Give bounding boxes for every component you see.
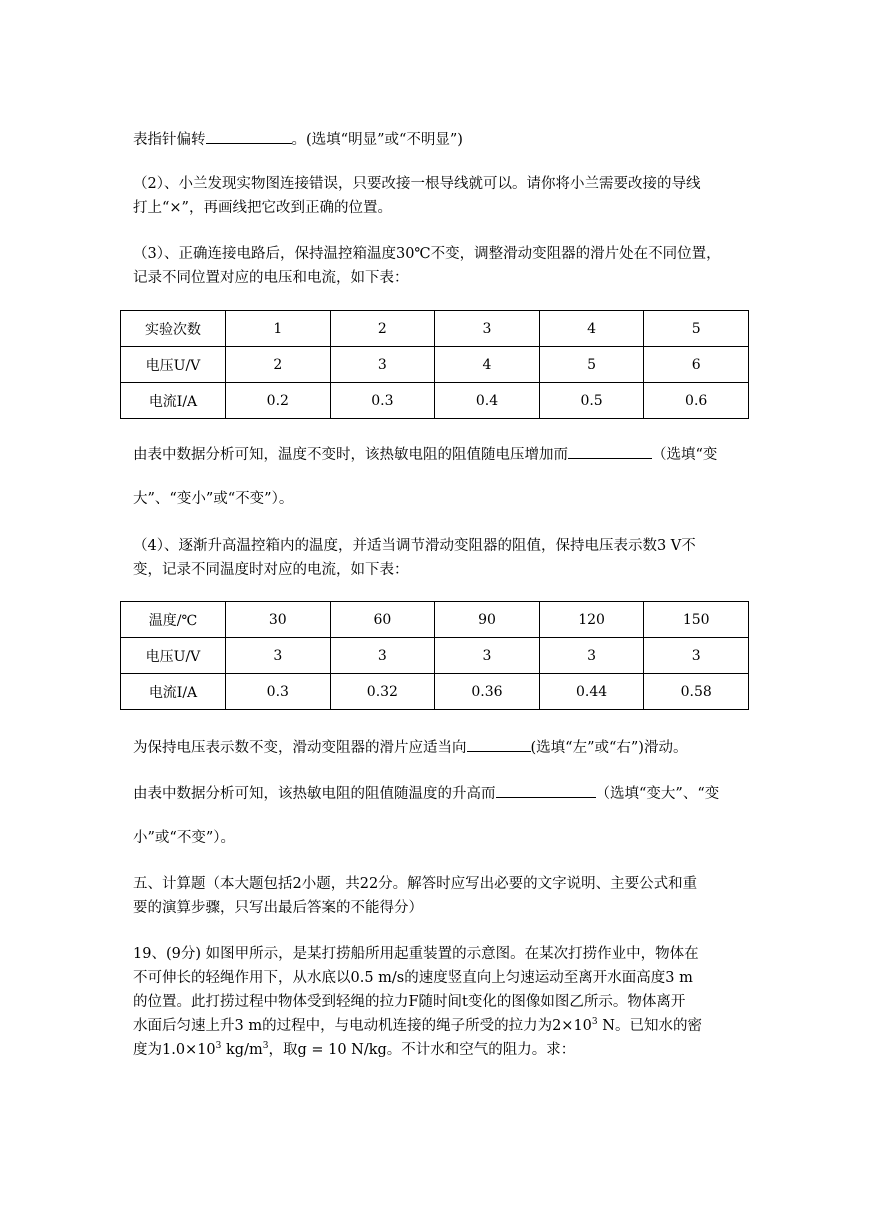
table-cell: 6	[644, 347, 749, 383]
table-cell: 60	[330, 602, 435, 638]
table-cell: 120	[539, 602, 644, 638]
table-row	[121, 638, 749, 674]
table-row	[121, 347, 749, 383]
q19-line1: 19、(9分) 如图甲所示，是某打捞船所用起重装置的示意图。在某次打捞作业中，物体在	[133, 946, 699, 962]
q3-analysis-hint: （选填“变	[652, 447, 718, 463]
table-cell: 90	[435, 602, 540, 638]
table-cell: 0.32	[330, 674, 435, 710]
q4-analysis-line1	[133, 782, 719, 804]
row-header: 电流I/A	[121, 674, 226, 710]
voltage-current-table	[120, 310, 749, 419]
table-cell: 5	[644, 311, 749, 347]
table-cell: 0.58	[644, 674, 749, 710]
table-cell: 3	[644, 638, 749, 674]
row-header: 温度/℃	[121, 602, 226, 638]
q19-line5-text: 度为1.0×10	[133, 1042, 216, 1058]
table-cell: 4	[435, 347, 540, 383]
q2-line2: 打上“×”，再画线把它改到正确的位置。	[133, 200, 392, 216]
q3-analysis-text: 由表中数据分析可知，温度不变时，该热敏电阻的阻值随电压增加而	[133, 447, 568, 463]
temperature-current-table	[120, 601, 749, 710]
q4-line1: （4）、逐渐升高温控箱内的温度，并适当调节滑动变阻器的阻值，保持电压表示数3 V不	[133, 538, 696, 554]
table-cell: 0.2	[226, 383, 331, 419]
table-cell: 0.3	[226, 674, 331, 710]
q19-line4-text: 水面后匀速上升3 m的过程中，与电动机连接的绳子所受的拉力为2×10	[133, 1018, 592, 1034]
q19-line4	[133, 1016, 702, 1036]
q19-line5	[133, 1040, 575, 1060]
table-cell: 30	[226, 602, 331, 638]
q3-tail-text: 表指针偏转	[133, 132, 206, 148]
row-header: 实验次数	[121, 311, 226, 347]
table-row	[121, 602, 749, 638]
row-header: 电压U/V	[121, 347, 226, 383]
table-cell: 0.36	[435, 674, 540, 710]
section5-line2: 要的演算步骤，只写出最后答案的不能得分）	[133, 900, 423, 916]
table-cell: 0.6	[644, 383, 749, 419]
exponent: 3	[215, 1041, 222, 1051]
table-cell: 0.5	[539, 383, 644, 419]
answer-blank[interactable]	[496, 782, 596, 798]
q19-line3: 的位置。此打捞过程中物体受到轻绳的拉力F随时间t变化的图像如图乙所示。物体离开	[133, 994, 686, 1010]
q2-line1: （2）、小兰发现实物图连接错误，只要改接一根导线就可以。请你将小兰需要改接的导线	[133, 176, 701, 192]
row-header: 电流I/A	[121, 383, 226, 419]
table-cell: 2	[226, 347, 331, 383]
table-cell: 0.3	[330, 383, 435, 419]
answer-blank[interactable]	[206, 128, 292, 144]
exponent: 3	[262, 1041, 269, 1051]
table-cell: 3	[330, 638, 435, 674]
table-cell: 3	[226, 638, 331, 674]
section5-line1: 五、计算题（本大题包括2小题，共22分。解答时应写出必要的文字说明、主要公式和重	[133, 876, 698, 892]
table-cell: 0.44	[539, 674, 644, 710]
q3-tail-line	[133, 128, 463, 150]
table-cell: 3	[435, 311, 540, 347]
table-cell: 3	[435, 638, 540, 674]
table-cell: 150	[644, 602, 749, 638]
exponent: 3	[591, 1017, 598, 1027]
q4-line2: 变，记录不同温度时对应的电流，如下表：	[133, 562, 409, 578]
row-header: 电压U/V	[121, 638, 226, 674]
table-cell: 1	[226, 311, 331, 347]
q3-line2: 记录不同位置对应的电压和电流，如下表：	[133, 270, 409, 286]
table-cell: 0.4	[435, 383, 540, 419]
table-cell: 2	[330, 311, 435, 347]
table-cell: 4	[539, 311, 644, 347]
q19-line5-unit: kg/m	[221, 1042, 263, 1058]
answer-blank[interactable]	[467, 736, 531, 752]
q3-line1: （3）、正确连接电路后，保持温控箱温度30℃不变，调整滑动变阻器的滑片处在不同位置，	[133, 246, 721, 262]
q4-slider-hint: (选填“左”或“右”)滑动。	[530, 740, 688, 756]
q4-slider-text: 为保持电压表示数不变，滑动变阻器的滑片应适当向	[133, 740, 467, 756]
table-row	[121, 311, 749, 347]
answer-blank[interactable]	[568, 443, 652, 459]
q3-analysis-line2: 大”、“变小”或“不变”）。	[133, 491, 294, 507]
q4-analysis-hint: （选填“变大”、“变	[595, 786, 720, 802]
table-cell: 3	[330, 347, 435, 383]
q19-line5-tail: ，取g = 10 N/kg。不计水和空气的阻力。求：	[268, 1042, 576, 1058]
q19-line2: 不可伸长的轻绳作用下，从水底以0.5 m/s的速度竖直向上匀速运动至离开水面高度3 m	[133, 970, 693, 986]
table-cell: 5	[539, 347, 644, 383]
table-cell: 3	[539, 638, 644, 674]
q4-analysis-text: 由表中数据分析可知，该热敏电阻的阻值随温度的升高而	[133, 786, 496, 802]
table-row	[121, 383, 749, 419]
q3-analysis-line1	[133, 443, 717, 465]
q19-line4-tail: N。已知水的密	[597, 1018, 702, 1034]
q3-tail-hint: 。(选填“明显”或“不明显”)	[291, 132, 463, 148]
table-row	[121, 674, 749, 710]
q4-analysis-line2: 小”或“不变”）。	[133, 830, 235, 846]
q4-slider-line	[133, 736, 687, 758]
